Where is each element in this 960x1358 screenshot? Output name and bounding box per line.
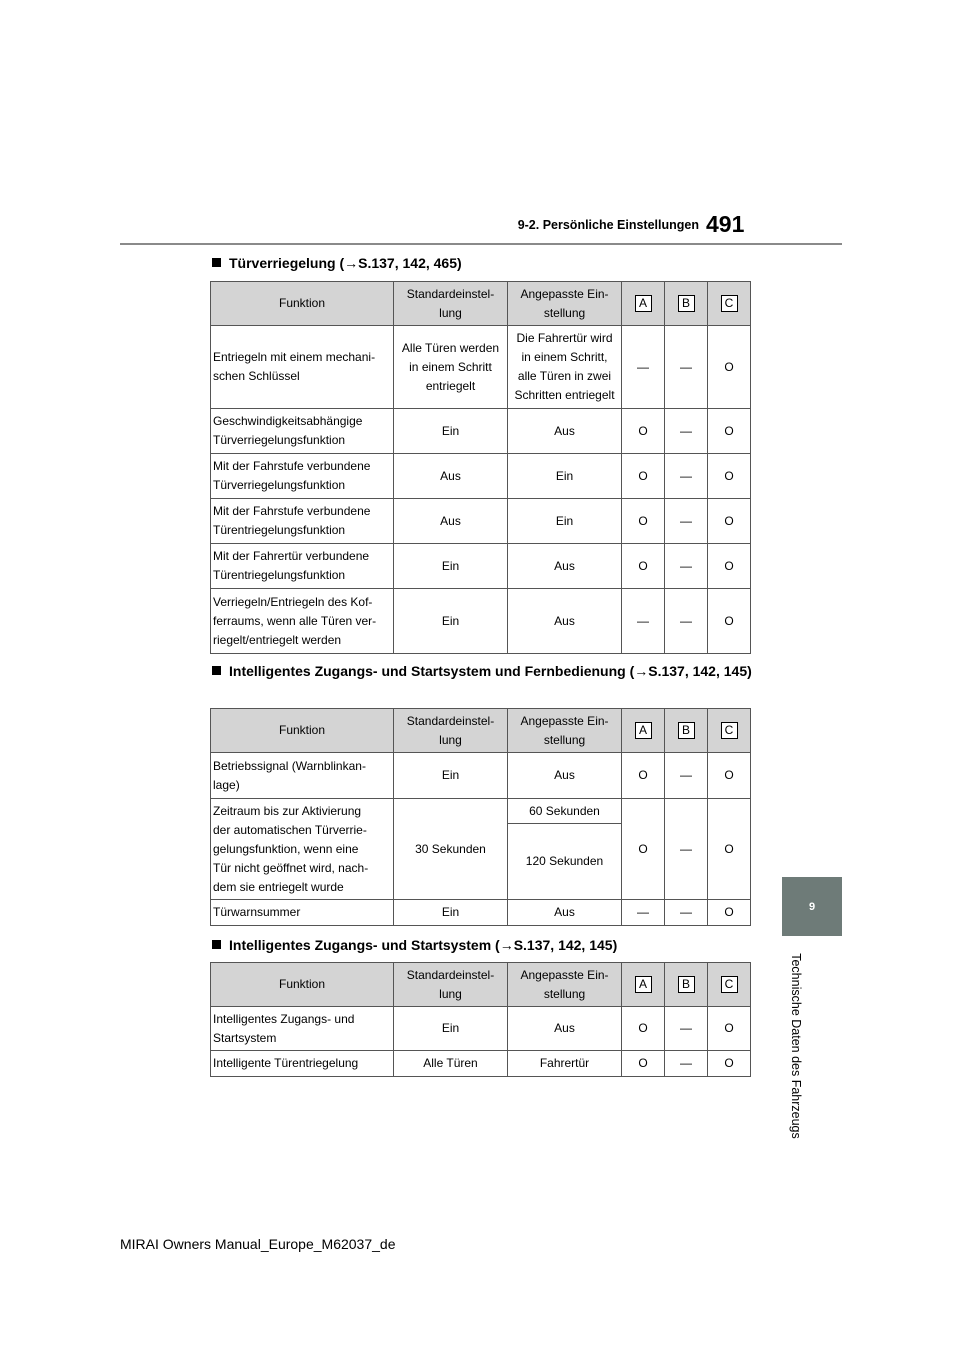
table-row bbox=[211, 589, 751, 654]
cell-a: O bbox=[622, 1007, 665, 1051]
square-bullet-icon bbox=[212, 258, 221, 267]
cell-custom: Aus bbox=[508, 589, 622, 654]
table-header-row bbox=[211, 709, 751, 753]
square-bullet-icon bbox=[212, 666, 221, 675]
col-header-c bbox=[708, 963, 751, 1007]
col-header-custom: Angepasste Ein- stellung bbox=[508, 282, 622, 326]
cell-a: — bbox=[622, 589, 665, 654]
table-row bbox=[211, 753, 751, 799]
cell-default: Alle Türen bbox=[394, 1051, 508, 1077]
cell-a: — bbox=[622, 326, 665, 409]
cell-b: — bbox=[665, 409, 708, 454]
table-row bbox=[211, 326, 751, 409]
cell-a: O bbox=[622, 499, 665, 544]
cell-default: Aus bbox=[394, 454, 508, 499]
col-header-b bbox=[665, 963, 708, 1007]
square-bullet-icon bbox=[212, 940, 221, 949]
col-header-b bbox=[665, 709, 708, 753]
cell-b: — bbox=[665, 900, 708, 926]
cell-default: Ein bbox=[394, 409, 508, 454]
footer-manual-id: MIRAI Owners Manual_Europe_M62037_de bbox=[120, 1236, 396, 1252]
cell-default: 30 Sekunden bbox=[394, 799, 508, 900]
cell-function: Zeitraum bis zur Aktivierung der automatischen Türverrie- gelungsfunktion, wenn eine Tür nicht geöffnet wird, nach- dem sie entriegelt wurde bbox=[211, 799, 394, 900]
cell-a: O bbox=[622, 544, 665, 589]
col-header-function: Funktion bbox=[211, 963, 394, 1007]
cell-custom-alt: 120 Sekunden bbox=[508, 824, 622, 900]
cell-default: Aus bbox=[394, 499, 508, 544]
cell-b: — bbox=[665, 499, 708, 544]
chapter-title-text: Technische Daten des Fahrzeugs bbox=[789, 953, 803, 1139]
cell-custom: Ein bbox=[508, 499, 622, 544]
cell-c: O bbox=[708, 753, 751, 799]
setting-a-label: A bbox=[635, 295, 652, 312]
table-row bbox=[211, 1051, 751, 1077]
setting-a-label: A bbox=[635, 976, 652, 993]
section-heading-door-lock bbox=[212, 253, 769, 273]
cell-c: O bbox=[708, 1051, 751, 1077]
chapter-title-vertical bbox=[772, 940, 820, 1152]
cell-b: — bbox=[665, 326, 708, 409]
cell-default: Ein bbox=[394, 753, 508, 799]
cell-c: O bbox=[708, 900, 751, 926]
section-title: Intelligentes Zugangs- und Startsystem (→S.137, 142, 145) bbox=[229, 937, 618, 953]
table-smart-entry-remote bbox=[210, 708, 751, 926]
cell-custom: Aus bbox=[508, 409, 622, 454]
header-divider bbox=[120, 243, 842, 245]
setting-b-label: B bbox=[678, 722, 695, 739]
cell-function: Türwarnsummer bbox=[211, 900, 394, 926]
col-header-default: Standardeinstel- lung bbox=[394, 282, 508, 326]
cell-a: O bbox=[622, 799, 665, 900]
cell-custom: Aus bbox=[508, 1007, 622, 1051]
cell-default: Ein bbox=[394, 544, 508, 589]
setting-a-label: A bbox=[635, 722, 652, 739]
section-title: Türverriegelung (→S.137, 142, 465) bbox=[229, 255, 462, 271]
table-row bbox=[211, 799, 751, 824]
table-row bbox=[211, 409, 751, 454]
chapter-tab-number: 9 bbox=[808, 900, 816, 913]
cell-b: — bbox=[665, 544, 708, 589]
cell-function: Geschwindigkeitsabhängige Türverriegelungsfunktion bbox=[211, 409, 394, 454]
cell-function: Intelligente Türentriegelung bbox=[211, 1051, 394, 1077]
cell-a: O bbox=[622, 454, 665, 499]
table-row bbox=[211, 900, 751, 926]
cell-c: O bbox=[708, 326, 751, 409]
cell-default: Ein bbox=[394, 1007, 508, 1051]
setting-c-label: C bbox=[721, 295, 738, 312]
cell-c: O bbox=[708, 409, 751, 454]
cell-function: Intelligentes Zugangs- und Startsystem bbox=[211, 1007, 394, 1051]
cell-function: Mit der Fahrstufe verbundene Türverriegelungsfunktion bbox=[211, 454, 394, 499]
cell-a: O bbox=[622, 409, 665, 454]
cell-c: O bbox=[708, 1007, 751, 1051]
section-heading-smart-entry bbox=[212, 935, 769, 955]
cell-c: O bbox=[708, 799, 751, 900]
cell-b: — bbox=[665, 799, 708, 900]
cell-function: Entriegeln mit einem mechani- schen Schlüssel bbox=[211, 326, 394, 409]
cell-function: Verriegeln/Entriegeln des Kof- ferraums, wenn alle Türen ver- riegelt/entriegelt werden bbox=[211, 589, 394, 654]
col-header-c bbox=[708, 282, 751, 326]
col-header-c bbox=[708, 709, 751, 753]
cell-default: Alle Türen werden in einem Schritt entriegelt bbox=[394, 326, 508, 409]
col-header-function: Funktion bbox=[211, 709, 394, 753]
col-header-a bbox=[622, 963, 665, 1007]
setting-c-label: C bbox=[721, 722, 738, 739]
col-header-default: Standardeinstel- lung bbox=[394, 963, 508, 1007]
cell-default: Ein bbox=[394, 900, 508, 926]
cell-custom: Fahrertür bbox=[508, 1051, 622, 1077]
table-door-lock bbox=[210, 281, 751, 654]
col-header-b bbox=[665, 282, 708, 326]
cell-a: — bbox=[622, 900, 665, 926]
page-number: 491 bbox=[706, 211, 745, 237]
table-row bbox=[211, 544, 751, 589]
cell-custom: Die Fahrertür wird in einem Schritt, alle Türen in zwei Schritten entriegelt bbox=[508, 326, 622, 409]
cell-c: O bbox=[708, 454, 751, 499]
chapter-tab bbox=[782, 877, 842, 936]
table-row bbox=[211, 499, 751, 544]
col-header-a bbox=[622, 282, 665, 326]
cell-custom: Aus bbox=[508, 900, 622, 926]
cell-custom: Aus bbox=[508, 753, 622, 799]
col-header-custom: Angepasste Ein- stellung bbox=[508, 709, 622, 753]
cell-function: Mit der Fahrstufe verbundene Türentriegelungsfunktion bbox=[211, 499, 394, 544]
table-header-row bbox=[211, 963, 751, 1007]
cell-a: O bbox=[622, 1051, 665, 1077]
cell-b: — bbox=[665, 1007, 708, 1051]
table-row bbox=[211, 1007, 751, 1051]
cell-a: O bbox=[622, 753, 665, 799]
cell-b: — bbox=[665, 1051, 708, 1077]
col-header-function: Funktion bbox=[211, 282, 394, 326]
section-title: Intelligentes Zugangs- und Startsystem und Fernbedienung (→S.137, 142, 145) bbox=[229, 663, 752, 679]
running-header-section: 9-2. Persönliche Einstellungen bbox=[517, 218, 699, 232]
setting-b-label: B bbox=[678, 295, 695, 312]
cell-function: Mit der Fahrertür verbundene Türentriegelungsfunktion bbox=[211, 544, 394, 589]
cell-b: — bbox=[665, 454, 708, 499]
col-header-custom: Angepasste Ein- stellung bbox=[508, 963, 622, 1007]
cell-c: O bbox=[708, 589, 751, 654]
cell-b: — bbox=[665, 753, 708, 799]
table-header-row bbox=[211, 282, 751, 326]
table-smart-entry bbox=[210, 962, 751, 1077]
cell-custom: Aus bbox=[508, 544, 622, 589]
section-heading-smart-entry-remote bbox=[212, 661, 769, 681]
cell-custom: 60 Sekunden bbox=[508, 799, 622, 824]
cell-default: Ein bbox=[394, 589, 508, 654]
cell-c: O bbox=[708, 499, 751, 544]
table-row bbox=[211, 454, 751, 499]
cell-b: — bbox=[665, 589, 708, 654]
col-header-a bbox=[622, 709, 665, 753]
cell-c: O bbox=[708, 544, 751, 589]
cell-function: Betriebssignal (Warnblinkan- lage) bbox=[211, 753, 394, 799]
setting-c-label: C bbox=[721, 976, 738, 993]
col-header-default: Standardeinstel- lung bbox=[394, 709, 508, 753]
cell-custom: Ein bbox=[508, 454, 622, 499]
setting-b-label: B bbox=[678, 976, 695, 993]
